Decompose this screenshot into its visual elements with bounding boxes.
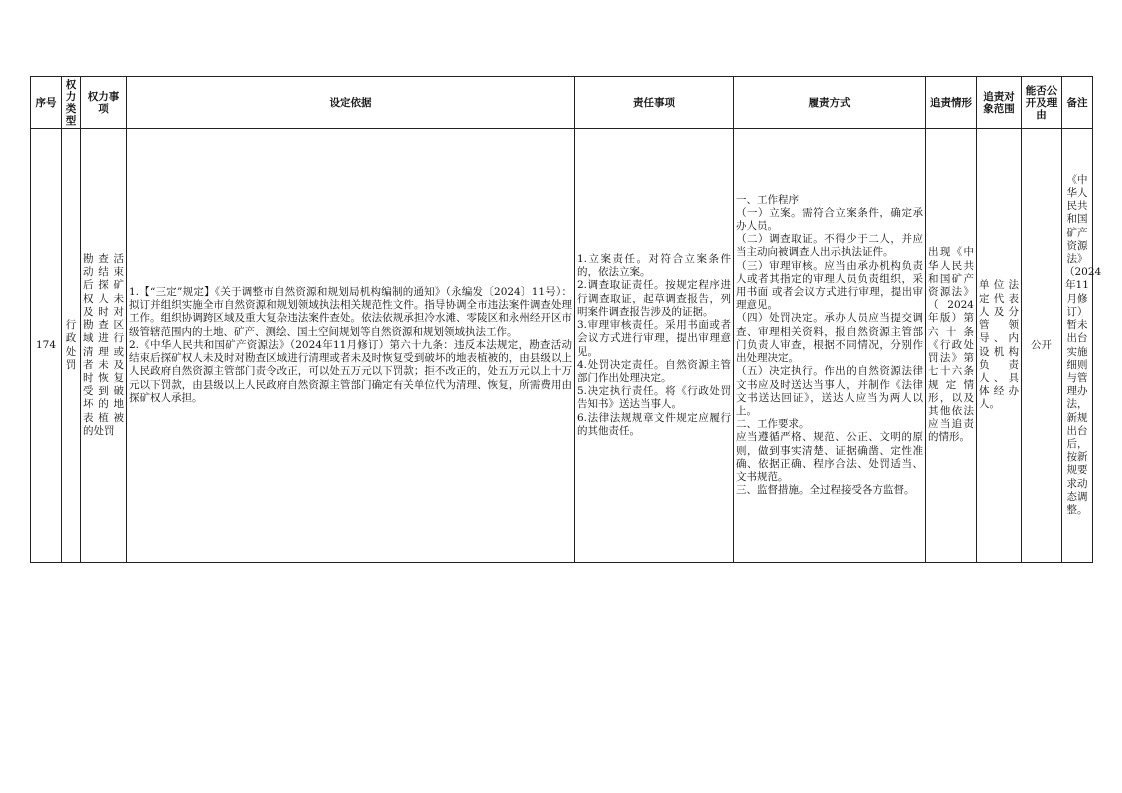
cell-basis: 1.【“三定”规定】《关于调整市自然资源和规划局机构编制的通知》（永编发〔2024〕11号）：拟订并组织实施全市自然资源和规划领域执法相关规范性文件。指导协调全市违法案件调查处理工作。组织协调跨区域及重大复杂违法案件查处。依法依规承担冷水滩、零陵区和永州经开区市级管辖范围内的土地、矿产、测绘、国土空间规划等自然资源和规划领域执法工作。 2.《中华人民共和国矿产资源法》（2024年11月修订）第六十九条：违反本法规定，勘查活动结束后探矿权人未及时对勘查区域进行清理或者未及时恢复受到破坏的地表植被的，由县级以上人民政府自然资源主管部门责令改正，可以处五万元以下罚款；拒不改正的，处五万元以上十万元以下罚款，由县级以上人民政府自然资源主管部门确定有关单位代为清理、恢复，所需费用由探矿权人承担。 — [127, 129, 575, 563]
table-row — [31, 129, 1093, 563]
power-list-table — [30, 76, 1102, 563]
cell-item: 勘查活动结束后探矿权人未及时对勘查区域进行清理或者未及时恢复受到破坏的地表植被的处罚 — [81, 129, 127, 563]
cell-duty: 一、工作程序 （一）立案。需符合立案条件，确定承办人员。 （二）调查取证。不得少于二人，并应当主动向被调查人出示执法证件。 （三）审理审核。应当由承办机构负责人或者其指定的审理人员负责组织，采用书面 或者会议方式进行审理，提出审理意见。 （四）处罚决定。承办人员应当提交调查、审理相关资料，报自然资源主管部门负责人审查，根据不同情况，分别作出处理决定。 （五）决定执行。作出的自然资源法律文书应及时送达当事人，并制作《法律文书送达回证》，送达人应当为两人以上。 二、工作要求。 应当遵循严格、规范、公正、文明的原则，做到事实清楚、证据确凿、定性准确、依据正确、程序合法、处罚适当、文书规范。 三、监督措施。全过程接受各方监督。 — [734, 129, 926, 563]
cell-disclosure: 公开 — [1022, 129, 1062, 563]
cell-accountability: 出现《中华人民共和国矿产资源法》（2024年版）第六十条《行政处罚法》第七十六条规定情形，以及其他依法应当追责的情形。 — [926, 129, 977, 563]
header-duty: 履责方式 — [734, 77, 926, 129]
cell-responsibility: 1.立案责任。对符合立案条件的，依法立案。 2.调查取证责任。按规定程序进行调查取证，起草调查报告，列明案件调查报告涉及的证据。 3.审理审核责任。采用书面或者会议方式进行审理，提出审理意见。 4.处罚决定责任。自然资源主管部门作出处理决定。 5.决定执行责任。将《行政处罚告知书》送达当事人。 6.法律法规规章文件规定应履行的其他责任。 — [575, 129, 734, 563]
header-remarks: 备注 — [1062, 77, 1093, 129]
cell-scope: 单位法定代表人及分管领导、内设机构负责人、具体经办人。 — [977, 129, 1022, 563]
header-type: 权力类型 — [62, 77, 81, 129]
header-responsibility: 责任事项 — [575, 77, 734, 129]
header-item: 权力事项 — [81, 77, 127, 129]
header-basis: 设定依据 — [127, 77, 575, 129]
cell-remarks: 《中华人民共和国矿产资源法》（2024年11月修订）暂未出台实施细则与管理办法，新规出台后，按新规要求动态调整。 — [1062, 129, 1093, 563]
header-row — [31, 77, 1093, 129]
header-disclosure: 能否公开及理由 — [1022, 77, 1062, 129]
header-scope: 追责对象范围 — [977, 77, 1022, 129]
table-header — [31, 77, 1093, 129]
cell-type: 行政处罚 — [62, 129, 81, 563]
cell-no: 174 — [31, 129, 62, 563]
header-no: 序号 — [31, 77, 62, 129]
header-accountability: 追责情形 — [926, 77, 977, 129]
